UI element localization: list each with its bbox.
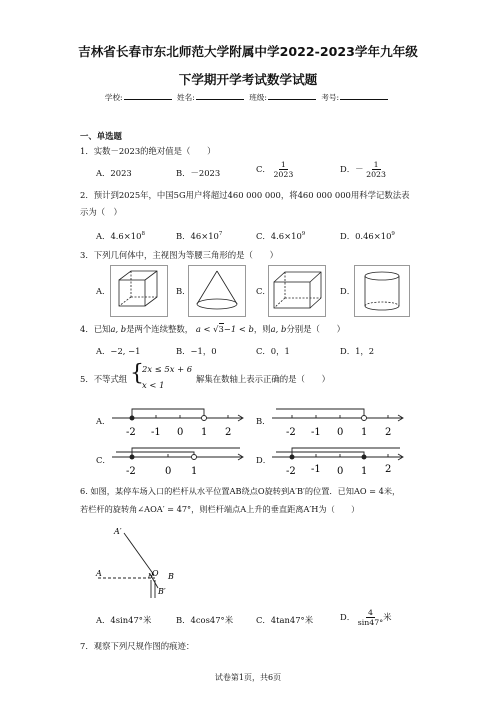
q5-d-tick-label: -2: [286, 466, 296, 477]
q6-label-b-prime: B′: [158, 587, 166, 596]
q2-stem-line1: 2．预计到2025年，中国5G用户将超过460 000 000，将460 000 000用科学记数法表: [80, 190, 410, 200]
q4-option-b: B．−1，0: [176, 346, 217, 356]
q3-cube-figure: [110, 265, 168, 317]
school-label: 学校:: [104, 93, 123, 102]
q3-cylinder-figure: [354, 265, 410, 317]
q3-option-a-label: A．: [96, 286, 111, 296]
q6-option-b: B．4cos47°米: [176, 615, 234, 625]
q5-numberline-b: [268, 404, 408, 440]
q5-b-tick-label: -2: [286, 427, 296, 438]
q4-ineq-a: a <: [195, 324, 211, 334]
q2-a-base: 4.6×10: [110, 230, 142, 241]
q6-option-a: A．4sin47°米: [96, 615, 152, 625]
q2-option-c: [256, 229, 305, 242]
q5-ineq-line2: x < 1: [142, 380, 165, 390]
q1-d-num: 1: [373, 160, 379, 169]
q5-a-tick-label: 2: [225, 427, 232, 438]
q5-option-c-label: C．: [96, 455, 111, 465]
name-blank: [196, 92, 244, 100]
q4-ab-2: a, b: [270, 324, 287, 334]
q4-stem-post: ，则: [253, 324, 271, 334]
name-label: 姓名:: [177, 93, 195, 102]
student-info-line: [0, 92, 496, 103]
q5-c-tick-label: -2: [126, 466, 136, 477]
q6-label-b: B: [168, 572, 174, 581]
q5-a-tick-label: 0: [177, 427, 184, 438]
q2-option-d: [340, 229, 395, 242]
q2-b-label: B．: [176, 230, 191, 241]
exam-number-label: 考号:: [321, 93, 340, 102]
q6-option-d: [340, 608, 391, 627]
q5-b-tick-label: 1: [361, 427, 368, 438]
q1-c-fraction: [273, 160, 293, 179]
q5-numberline-c: [108, 443, 248, 479]
q2-b-base: 46×10: [190, 230, 219, 241]
q5-brace: {: [130, 361, 144, 386]
q2-c-base: 4.6×10: [270, 230, 302, 241]
q3-cone-figure: [188, 265, 246, 317]
page-footer: 试卷第1页，共6页: [214, 673, 282, 682]
q5-b-tick-label: -1: [311, 427, 321, 438]
q5-stem-post: 解集在数轴上表示正确的是（ ）: [196, 374, 330, 384]
q5-a-tick-label: -1: [151, 427, 161, 438]
q1-option-a: A．2023: [96, 168, 132, 178]
q2-d-label: D．: [340, 230, 356, 241]
q2-a-exp: 8: [141, 231, 145, 237]
q5-b-tick-label: 2: [385, 427, 392, 438]
q3-option-d-label: D．: [340, 286, 356, 296]
q3-option-c-label: C．: [256, 286, 271, 296]
q1-stem: 1．实数－2023的绝对值是（ ）: [80, 146, 216, 156]
q3-cuboid-figure: [268, 265, 326, 317]
q3-stem: 3．下列几何体中，主视图为等腰三角形的是（ ）: [80, 250, 278, 260]
q5-d-tick-label: 0: [337, 466, 344, 477]
q6-d-den: sin47°: [357, 618, 384, 627]
q5-d-tick-label: -1: [311, 464, 321, 475]
q6-stem-line1: 6. 如图，某停车场入口的栏杆从水平位置AB绕点O旋转到A′B′的位置．已知AO = 4米，: [80, 486, 401, 496]
class-blank: [268, 92, 316, 100]
q5-numberline-d: [268, 443, 408, 479]
q6-label-o: O: [152, 569, 159, 578]
q6-barrier-figure: [92, 522, 182, 602]
q6-label-a: A: [96, 569, 102, 578]
q4-stem: 4．已知a, b是两个连续整数， a < √3−1 < b，则a, b分别是（ ）: [80, 324, 345, 334]
q5-ineq-line1: 2x ≤ 5x + 6: [142, 364, 193, 374]
q6-option-c: C．4tan47°米: [256, 615, 314, 625]
q1-d-label: D．: [340, 164, 356, 174]
school-blank: [124, 92, 172, 100]
q2-d-base: 0.46×10: [355, 230, 392, 241]
q1-option-d: [340, 160, 386, 179]
q1-option-b: B．－2023: [176, 168, 221, 178]
q4-sqrt-value: 3: [218, 324, 224, 334]
q4-stem-pre: 4．已知: [80, 324, 111, 334]
q5-option-b-label: B．: [256, 416, 271, 426]
q1-d-den: 2023: [366, 170, 386, 179]
section-heading: 一、单选题: [80, 131, 122, 141]
q5-b-tick-label: 0: [337, 427, 344, 438]
class-label: 班级:: [249, 93, 267, 102]
q1-d-sign: －: [355, 164, 364, 174]
q2-b-exp: 7: [218, 231, 223, 237]
q5-d-tick-label: 1: [361, 466, 368, 477]
q7-stem: 7．观察下列尺规作图的痕迹：: [80, 641, 195, 651]
q2-c-exp: 9: [301, 231, 306, 237]
paper-title-line2: 下学期开学考试数学试题: [178, 72, 318, 87]
q2-c-label: C．: [256, 230, 271, 241]
q5-option-d-label: D．: [256, 455, 272, 465]
q5-c-tick-label: 1: [191, 466, 198, 477]
q5-numberline-a: [108, 404, 248, 440]
q6-d-fraction: [358, 608, 383, 627]
q1-c-label: C．: [256, 164, 271, 174]
exam-number-blank: [340, 92, 388, 100]
q6-label-h: H: [148, 573, 154, 580]
q1-d-fraction: [366, 160, 386, 179]
q6-d-num: 4: [367, 608, 373, 617]
q6-d-unit: 米: [383, 612, 392, 622]
paper-title-line1: 吉林省长春市东北师范大学附属中学2022-2023学年九年级: [78, 44, 418, 59]
q1-c-num: 1: [280, 160, 286, 169]
q4-stem-post2: 分别是（ ）: [286, 324, 345, 334]
q5-a-tick-label: 1: [201, 427, 208, 438]
q5-a-tick-label: -2: [126, 427, 136, 438]
q4-option-d: D．1，2: [340, 346, 375, 356]
q5-stem-pre: 5．不等式组: [80, 374, 128, 384]
q4-ineq-b: −1 < b: [223, 324, 254, 334]
q6-rotated-bar: [124, 533, 154, 575]
q4-ab: a, b: [110, 324, 127, 334]
q2-option-a: [96, 229, 145, 242]
q3-option-b-label: B．: [176, 286, 191, 296]
q2-a-label: A．: [96, 230, 111, 241]
q6-stem-line2: 若栏杆的旋转角∠AOA′ = 47°，则栏杆端点A上升的垂直距离A′H为（ ）: [80, 504, 360, 514]
q5-d-tick-label: 2: [385, 464, 392, 475]
q1-option-c: [256, 160, 293, 179]
q2-d-exp: 9: [391, 231, 395, 237]
q2-option-b: [176, 229, 222, 242]
q6-label-a-prime: A′: [114, 527, 122, 536]
q5-option-a-label: A．: [96, 416, 111, 426]
q4-stem-mid: 是两个连续整数，: [126, 324, 194, 334]
q4-option-c: C．0，1: [256, 346, 290, 356]
q1-c-den: 2023: [273, 170, 294, 179]
q5-c-tick-label: 0: [165, 466, 172, 477]
q6-d-label: D．: [340, 612, 356, 622]
q2-stem-line2: 示为（ ）: [80, 207, 122, 217]
q4-option-a: A．−2, −1: [96, 346, 141, 356]
